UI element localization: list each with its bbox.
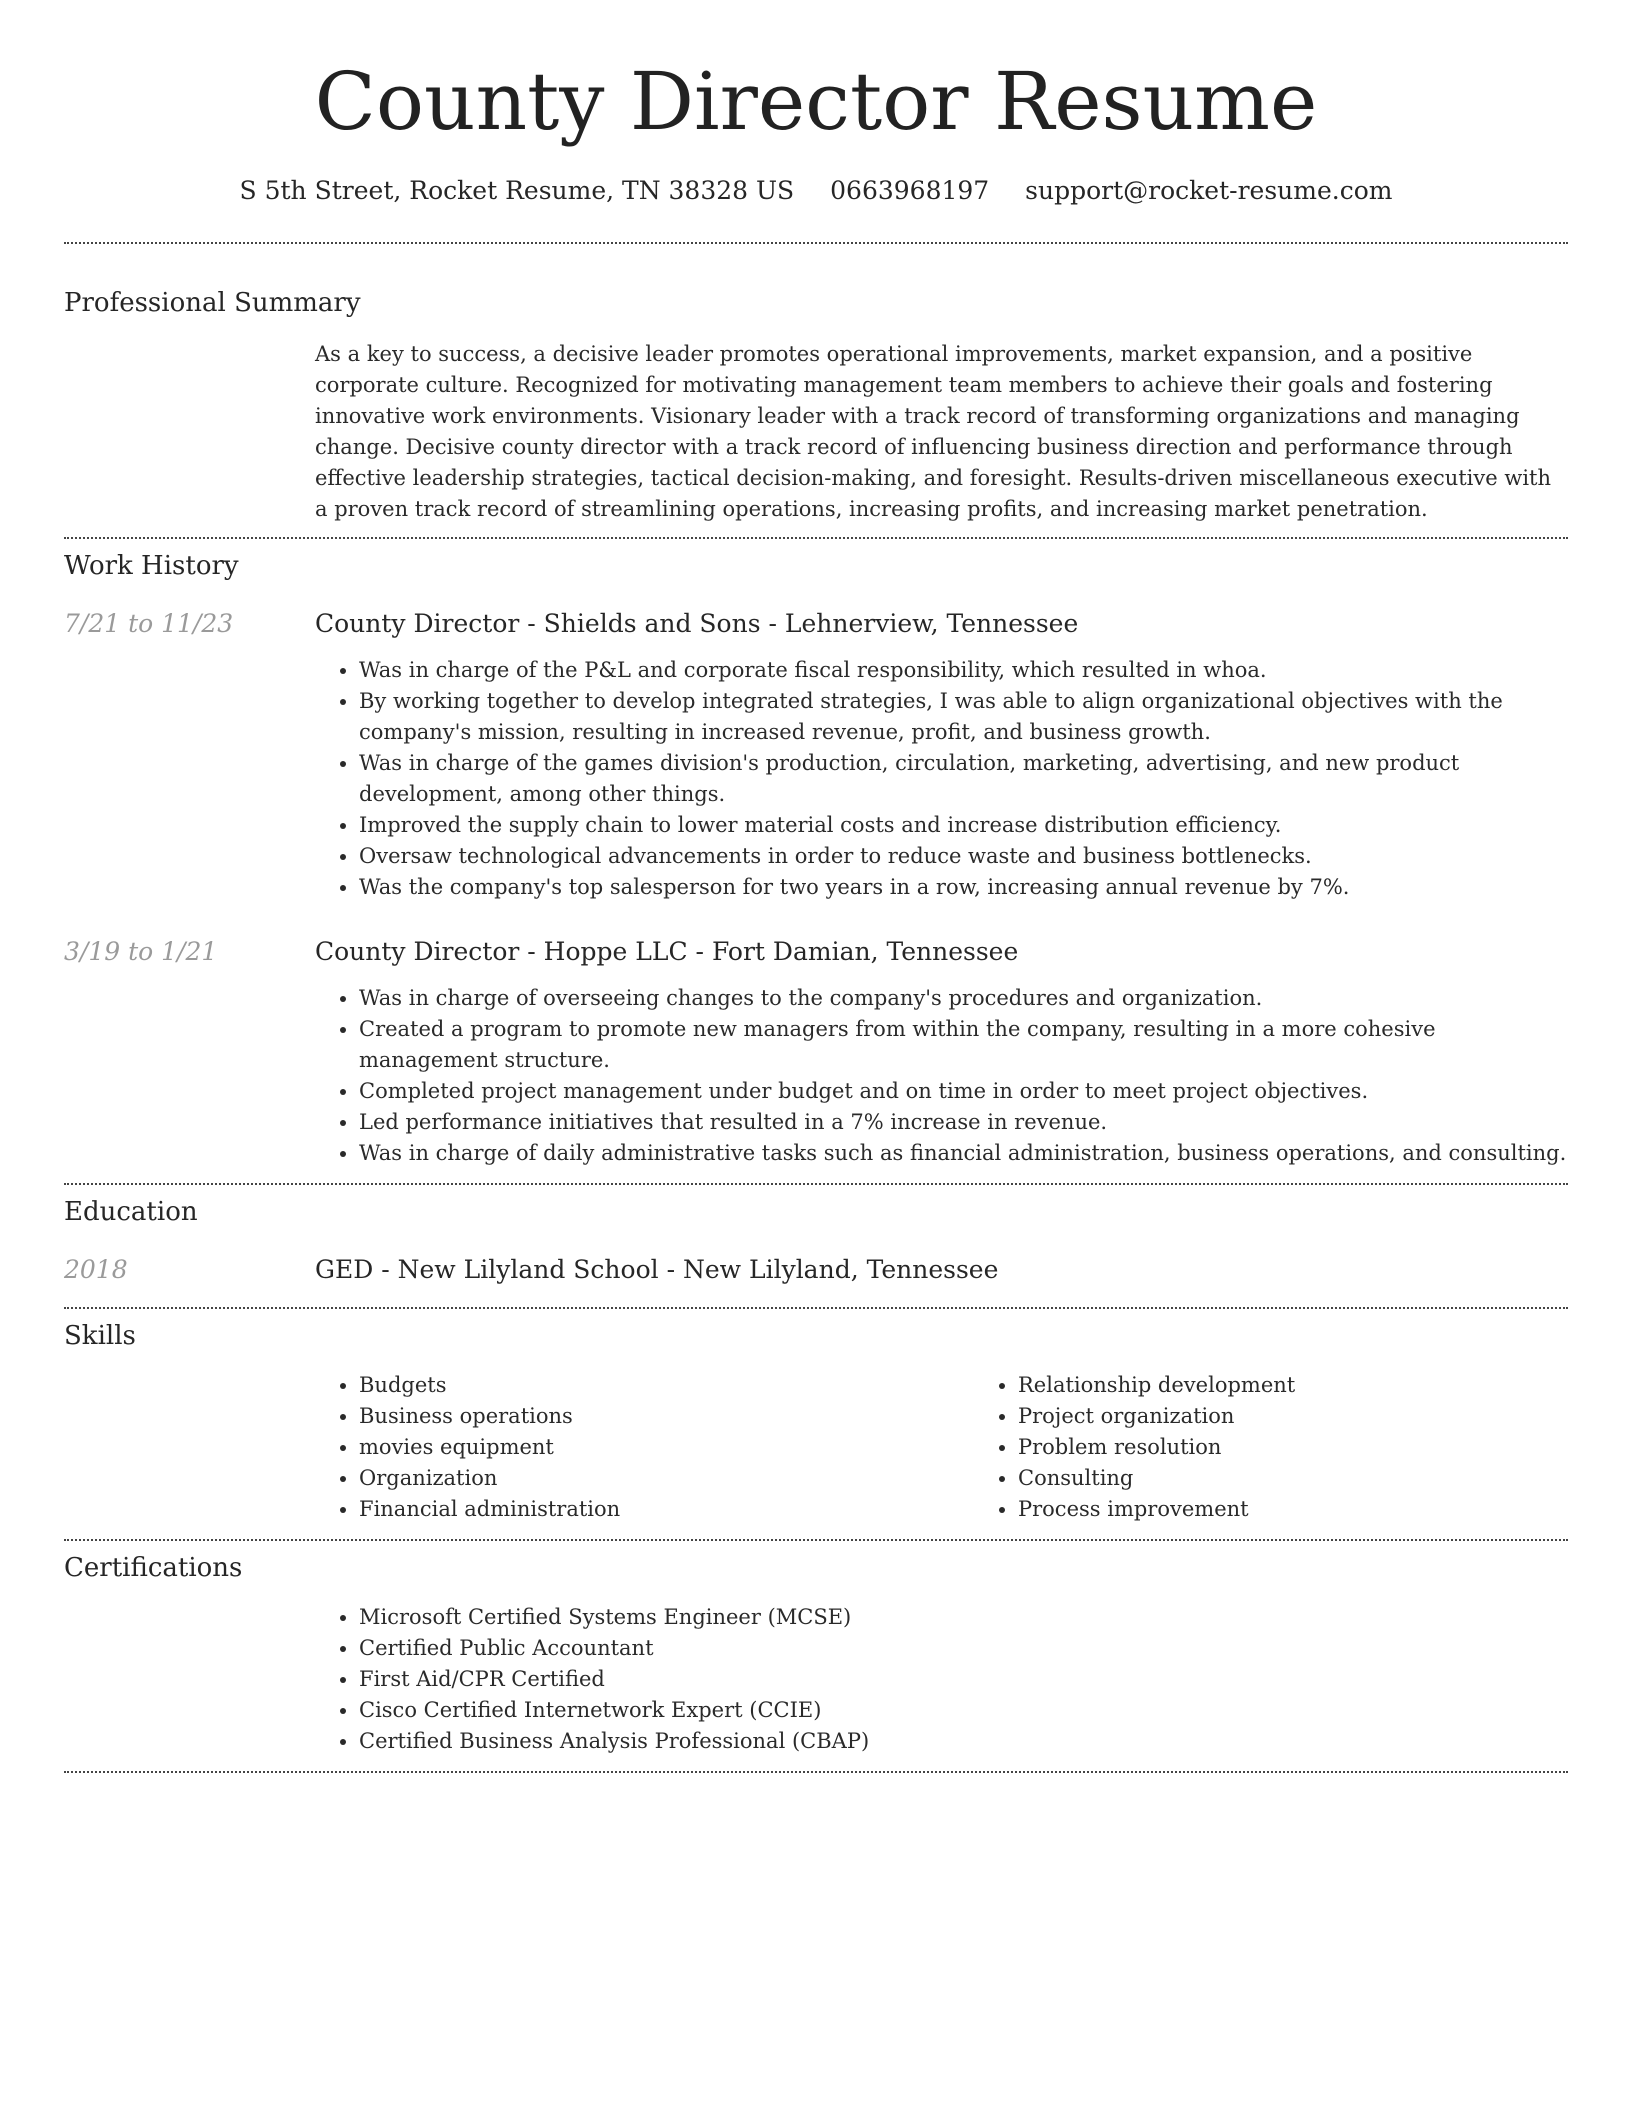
- job-bullets: [315, 655, 1568, 903]
- list-item: • Financial administration: [359, 1494, 974, 1525]
- resume-title: County Director Resume: [314, 55, 1318, 148]
- contact-phone: 0663968197: [830, 176, 990, 205]
- summary-text: As a key to success, a decisive leader promotes operational improvements, market expansion, and a positive corporate culture. Recognized for motivating management team members to achieve their goals and fostering innovative work environments. Visionary leader with a track record of transforming organizations and managing change. Decisive county director with a track record of influencing business direction and performance through effective leadership strategies, tactical decision-making, and foresight. Results-driven miscellaneous executive with a proven track record of streamlining operations, increasing profits, and increasing market penetration.: [315, 342, 1552, 521]
- list-item: • Business operations: [359, 1401, 974, 1432]
- list-item: • Certified Business Analysis Professional (CBAP): [359, 1726, 1568, 1757]
- certifications-list: [315, 1602, 1568, 1757]
- skills-list-left: [315, 1370, 974, 1525]
- education-section: [64, 1185, 1568, 1287]
- skills-grid: [315, 1370, 1632, 1525]
- skills-list-right: [974, 1370, 1632, 1525]
- list-item: • Oversaw technological advancements in order to reduce waste and business bottlenecks.: [359, 841, 1568, 872]
- job-title: County Director - Hoppe LLC - Fort Damian, Tennessee: [315, 937, 1019, 966]
- job-entry: [64, 607, 1568, 903]
- summary-section: [64, 244, 1568, 525]
- certifications-section: [64, 1541, 1568, 1757]
- list-item: • Process improvement: [1018, 1494, 1632, 1525]
- list-item: • Problem resolution: [1018, 1432, 1632, 1463]
- skills-section: [64, 1309, 1568, 1525]
- list-item: • Project organization: [1018, 1401, 1632, 1432]
- list-item: • Cisco Certified Internetwork Expert (CCIE): [359, 1695, 1568, 1726]
- work-history-heading: Work History: [64, 551, 239, 581]
- list-item: • Was in charge of the games division's production, circulation, marketing, advertising, and new product development, among other things.: [359, 748, 1568, 810]
- job-title: County Director - Shields and Sons - Lehnerview, Tennessee: [315, 609, 1079, 638]
- job-entry: [64, 935, 1568, 1169]
- list-item: • Relationship development: [1018, 1370, 1632, 1401]
- list-item: • Created a program to promote new managers from within the company, resulting in a more cohesive management structure.: [359, 1014, 1568, 1076]
- list-item: • Was in charge of the P&L and corporate fiscal responsibility, which resulted in whoa.: [359, 655, 1568, 686]
- list-item: • By working together to develop integrated strategies, I was able to align organizational objectives with the company's mission, resulting in increased revenue, profit, and business growth.: [359, 686, 1568, 748]
- work-history-section: [64, 539, 1568, 1169]
- list-item: • Microsoft Certified Systems Engineer (MCSE): [359, 1602, 1568, 1633]
- list-item: • Was the company's top salesperson for two years in a row, increasing annual revenue by 7%.: [359, 872, 1568, 903]
- section-divider: [64, 1771, 1568, 1773]
- summary-heading: Professional Summary: [64, 288, 361, 318]
- job-dates: 7/21 to 11/23: [64, 609, 234, 638]
- contact-line: [64, 174, 1568, 208]
- list-item: • Organization: [359, 1463, 974, 1494]
- list-item: • Consulting: [1018, 1463, 1632, 1494]
- list-item: • Led performance initiatives that resulted in a 7% increase in revenue.: [359, 1107, 1568, 1138]
- education-year: 2018: [64, 1255, 128, 1284]
- list-item: • Improved the supply chain to lower material costs and increase distribution efficiency.: [359, 810, 1568, 841]
- job-dates: 3/19 to 1/21: [64, 937, 218, 966]
- list-item: • movies equipment: [359, 1432, 974, 1463]
- list-item: • Certified Public Accountant: [359, 1633, 1568, 1664]
- skills-heading: Skills: [64, 1321, 136, 1351]
- certifications-heading: Certifications: [64, 1553, 243, 1583]
- contact-address: S 5th Street, Rocket Resume, TN 38328 US: [239, 176, 795, 205]
- education-entry: GED - New Lilyland School - New Lilyland, Tennessee: [315, 1255, 999, 1284]
- job-bullets: [315, 983, 1568, 1169]
- list-item: • Completed project management under budget and on time in order to meet project objectives.: [359, 1076, 1568, 1107]
- contact-email: support@rocket-resume.com: [1025, 176, 1393, 205]
- list-item: • First Aid/CPR Certified: [359, 1664, 1568, 1695]
- list-item: • Budgets: [359, 1370, 974, 1401]
- list-item: • Was in charge of overseeing changes to the company's procedures and organization.: [359, 983, 1568, 1014]
- list-item: • Was in charge of daily administrative tasks such as financial administration, business operations, and consulting.: [359, 1138, 1568, 1169]
- education-heading: Education: [64, 1197, 198, 1227]
